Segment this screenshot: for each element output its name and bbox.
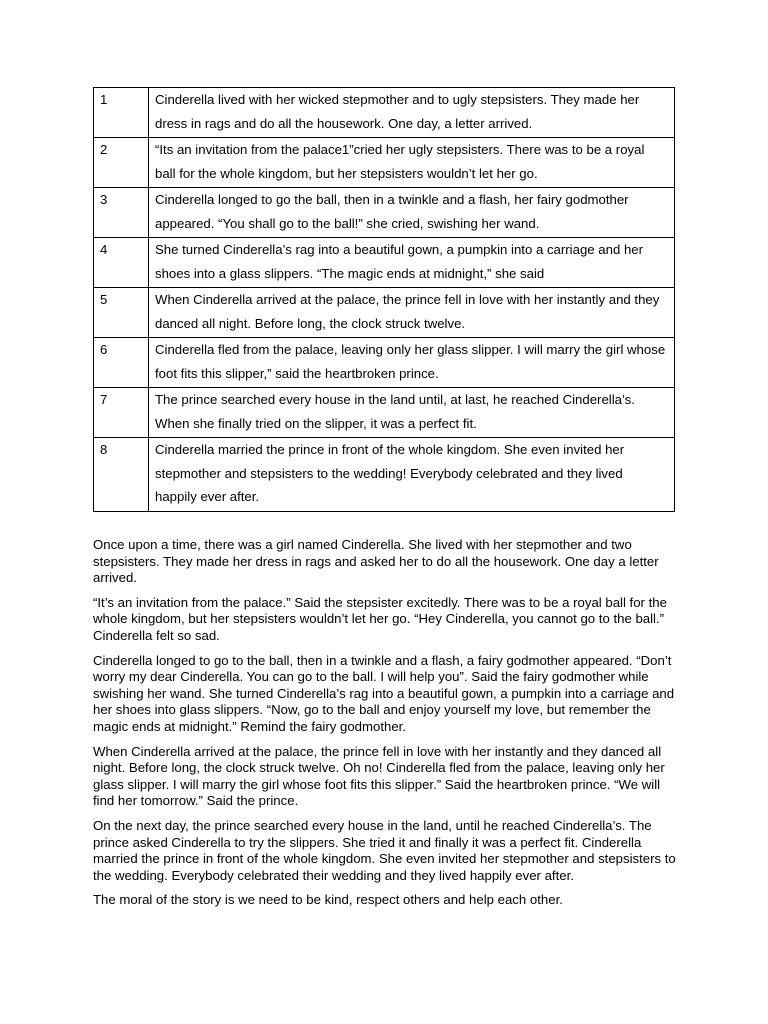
row-number: 4 bbox=[94, 238, 149, 288]
row-text: Cinderella lived with her wicked stepmother and to ugly stepsisters. They made her dress in rags and do all the housework. One day, a letter arrived. bbox=[149, 88, 675, 138]
row-number: 7 bbox=[94, 388, 149, 438]
story-paragraph: On the next day, the prince searched every house in the land, until he reached Cinderella’s. The prince asked Cinderella to try the slippers. She tried it and finally it was a perfect fit. Cinderella married the prince in front of the whole kingdom. She even invited her stepmother and stepsisters to the wedding. Everybody celebrated their wedding and they lived happily ever after. bbox=[93, 817, 676, 883]
table-row bbox=[94, 438, 675, 512]
row-text: She turned Cinderella’s rag into a beautiful gown, a pumpkin into a carriage and her shoes into a glass slippers. “The magic ends at midnight,” she said bbox=[149, 238, 675, 288]
story-text bbox=[93, 537, 683, 917]
row-text: Cinderella longed to go the ball, then in a twinkle and a flash, her fairy godmother appeared. “You shall go to the ball!” she cried, swishing her wand. bbox=[149, 188, 675, 238]
table-row bbox=[94, 288, 675, 338]
table-row bbox=[94, 338, 675, 388]
row-number: 8 bbox=[94, 438, 149, 512]
story-paragraph: Cinderella longed to go to the ball, then in a twinkle and a flash, a fairy godmother appeared. “Don’t worry my dear Cinderella. You can go to the ball. I will help you”. Said the fairy godmother while swishing her wand. She turned Cinderella’s rag into a beautiful gown, a pumpkin into a carriage and her shoes into glass slippers. “Now, go to the ball and enjoy yourself my love, but remember the magic ends at midnight.” Remind the fairy godmother. bbox=[93, 652, 675, 734]
story-sequence-table bbox=[93, 87, 675, 512]
row-text: The prince searched every house in the land until, at last, he reached Cinderella’s. When she finally tried on the slipper, it was a perfect fit. bbox=[149, 388, 675, 438]
table-row bbox=[94, 238, 675, 288]
row-text: Cinderella fled from the palace, leaving only her glass slipper. I will marry the girl whose foot fits this slipper,” said the heartbroken prince. bbox=[149, 338, 675, 388]
row-number: 6 bbox=[94, 338, 149, 388]
table-row bbox=[94, 88, 675, 138]
story-paragraph: Once upon a time, there was a girl named Cinderella. She lived with her stepmother and two stepsisters. They made her dress in rags and asked her to do all the housework. One day a letter arrived. bbox=[93, 537, 659, 586]
table-row bbox=[94, 388, 675, 438]
table-row bbox=[94, 138, 675, 188]
story-paragraph: When Cinderella arrived at the palace, the prince fell in love with her instantly and they danced all night. Before long, the clock struck twelve. Oh no! Cinderella fled from the palace, leaving only her glass slipper. I will marry the girl whose foot fits this slipper.” Said the heartbroken prince. “We will find her tomorrow.” Said the prince. bbox=[93, 743, 665, 809]
row-number: 2 bbox=[94, 138, 149, 188]
table-row bbox=[94, 188, 675, 238]
story-paragraph: “It’s an invitation from the palace.” Said the stepsister excitedly. There was to be a royal ball for the whole kingdom, but her stepsisters wouldn’t let her go. “Hey Cinderella, you cannot go to the ball.” Cinderella felt so sad. bbox=[93, 594, 667, 643]
row-number: 1 bbox=[94, 88, 149, 138]
row-text: “Its an invitation from the palace1”cried her ugly stepsisters. There was to be a royal ball for the whole kingdom, but her stepsisters wouldn’t let her go. bbox=[149, 138, 675, 188]
row-number: 3 bbox=[94, 188, 149, 238]
moral-paragraph: The moral of the story is we need to be kind, respect others and help each other. bbox=[93, 892, 563, 908]
row-text: When Cinderella arrived at the palace, the prince fell in love with her instantly and they danced all night. Before long, the clock struck twelve. bbox=[149, 288, 675, 338]
row-text: Cinderella married the prince in front of the whole kingdom. She even invited her stepmother and stepsisters to the wedding! Everybody celebrated and they lived happily ever after. bbox=[149, 438, 675, 512]
row-number: 5 bbox=[94, 288, 149, 338]
